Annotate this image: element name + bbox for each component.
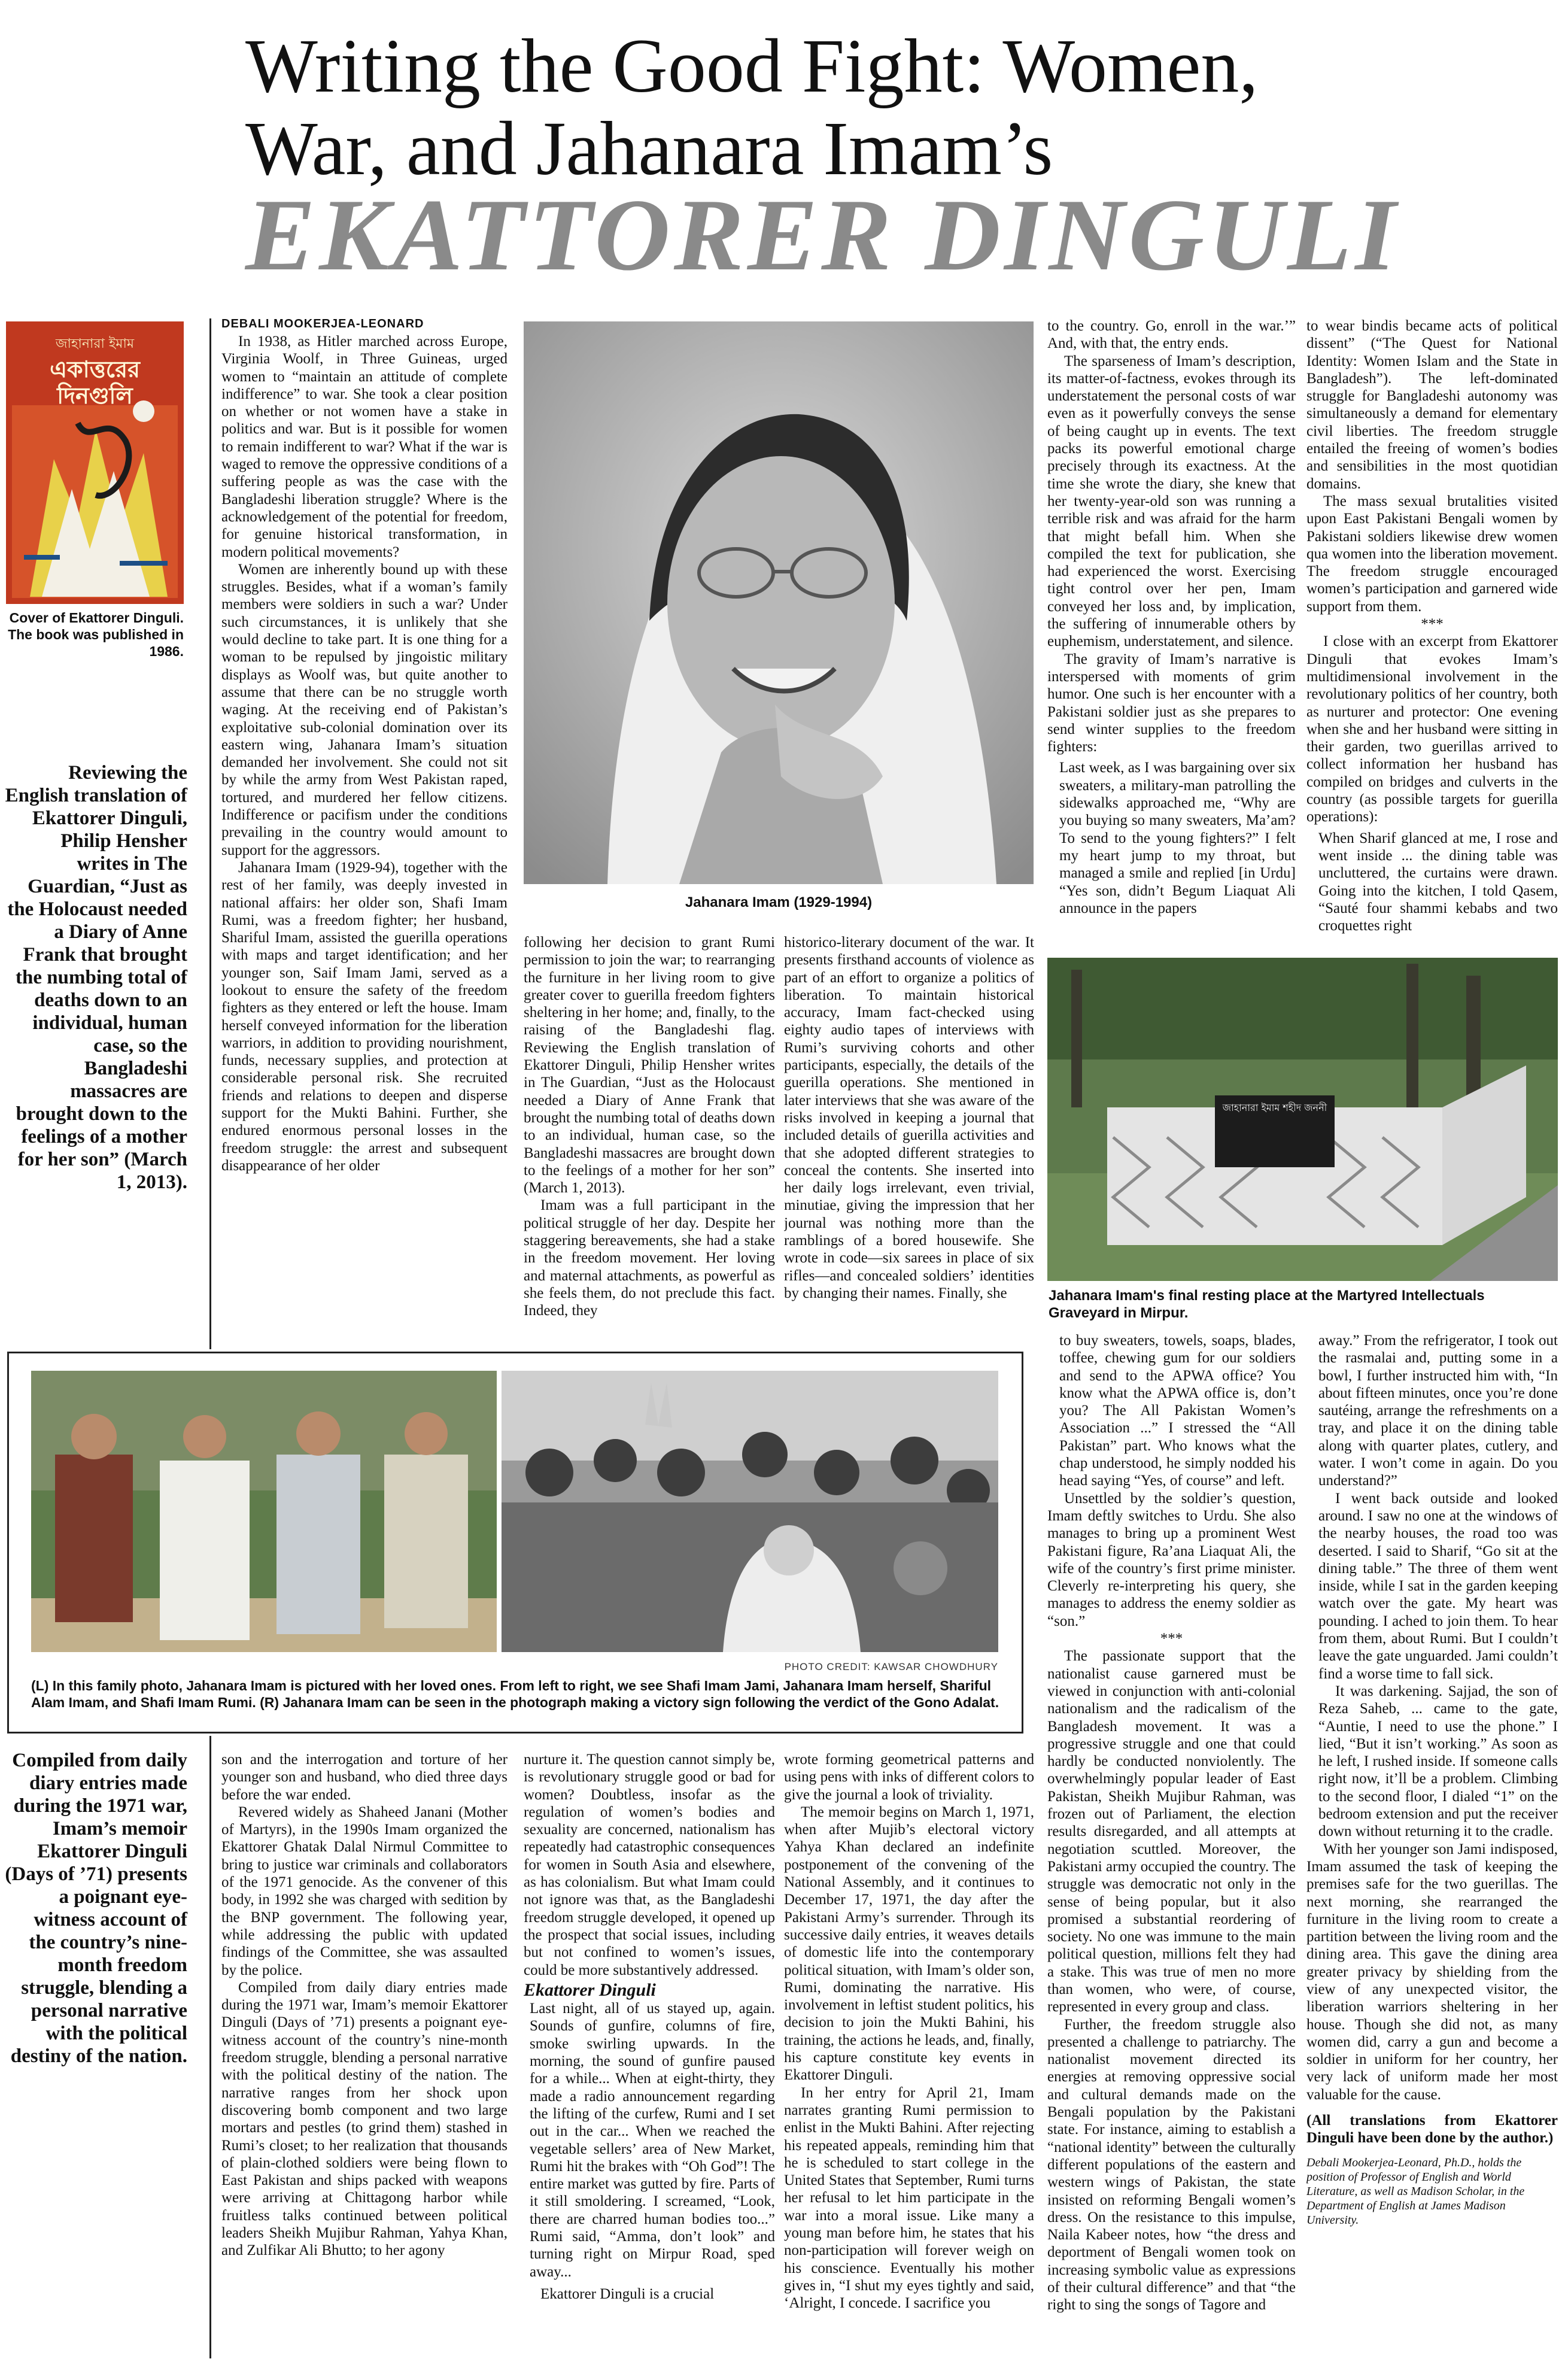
c1-p2: Women are inherently bound up with these struggles. Besides, what if a woman’s family members were soldiers in such a war? Under such circumstances, it is unlikely that she would decline to take part. It is one thing for a woman to be repulsed by jingoistic military displays as Woolf was, but quite another to assume that there can be no struggle worth waging. At the receiving end of Pakistan’s exploitative sub-colonial domination over its eastern wing, Jahanara Imam’s situation demanded her involvement. She could not sit by while the army from West Pakistan raped, tortured, and murdered her fellow citizens. Indifference or pacifism under the conditions prevailing in the country would amount to support for the aggressors.: [221, 561, 508, 858]
c5-p1: to wear bindis became acts of political dissent” (“The Quest for National Identity: Women Islam and the State in Bangladesh”). The left-dominated struggle for Bangladeshi autonomy was simultaneously a demand for elementary civil liberties. The freedom struggle entailed the freeing of women’s bodies and sensibilities in the most quotidian domains.: [1306, 318, 1558, 492]
byline: DEBALI MOOKERJEA-LEONARD: [221, 317, 424, 330]
headline-line-3: EKATTORER DINGULI: [245, 178, 1400, 292]
c5-p3: I close with an excerpt from Ekattorer Dinguli that evokes Imam’s multidimensional involvement in the revolutionary politics of her country, both as nurturer and protector: One evening when she and her husband were sitting in their garden, two guerillas arrived to collect information her husband has compiled on bridges and culverts in the country (as possible targets for guerilla operations):: [1306, 633, 1558, 825]
c2b-p1: nurture it. The question cannot simply be, is revolutionary struggle good or bad for women? Doubtless, insofar as the regulation of women’s bodies and sexuality are concerned, nationalism has repeatedly had catastrophic consequences for women in South Asia and elsewhere, as has colonialism. But what Imam could not ignore was that, as the Bangladeshi freedom struggle developed, it opened up the prospect that social issues, including but not confined to women’s issues, could be more substantively addressed.: [524, 1751, 775, 1978]
c1b-p1: son and the interrogation and torture of her younger son and husband, who died three days before the war ended.: [221, 1751, 508, 1803]
sidebar-divider-bottom: [209, 1736, 211, 2358]
grave-sign: জাহানারা ইমাম শহীদ জননী: [1222, 1102, 1327, 1113]
column-4-top: [1047, 317, 1296, 946]
excerpt-subhead: Ekattorer Dinguli: [524, 1980, 656, 2000]
cover-caption: Cover of Ekattorer Dinguli. The book was published in 1986.: [8, 610, 184, 659]
family-photo: [31, 1371, 497, 1652]
column-4-bottom: [1047, 1332, 1296, 2358]
c2b-after: Ekattorer Dinguli is a crucial: [540, 2285, 715, 2302]
column-2-bottom: [524, 1751, 775, 2358]
pull-quote-1: Reviewing the English translation of Ekattorer Dinguli, Philip Hensher writes in The Guardian, “Just as the Holocaust needed a Diary of Anne Frank that brought the numbing total of deaths down to an individual, human case, so the Bangladeshi massacres are brought down to the feelings of a mother for her son” (March 1, 2013).: [5, 762, 187, 1193]
c4b-separator: ***: [1160, 1631, 1183, 1647]
c4-p1: to the country. Go, enroll in the war.’” And, with that, the entry ends.: [1047, 318, 1296, 352]
c4b-excerpt: to buy sweaters, towels, soaps, blades, toffee, chewing gum for our soldiers and send to the APWA office? You know what the APWA office is, don’t you? The All Pakistan Women’s Association ...” I stressed the “All Pakistan” part. Who knows what the chap understood, he simply nodded his head saying “Yes, of course” and left.: [1059, 1332, 1296, 1489]
headline-line-1: Writing the Good Fight: Women,: [245, 23, 1259, 108]
column-3-bottom: [784, 1751, 1034, 2358]
c3b-p3: In her entry for April 21, Imam narrates granting Rumi permission to enlist in the Mukti Bahini. After rejecting his repeated appeals, reminding him that he is scheduled to start college in the United States that September, Rumi turns her refusal to let him participate in the war into a moral issue. Like many a young man before him, he states that his non-participation will forever weigh on his conscience. Eventually his mother gives in, “I shut my eyes tightly and said, ‘Alright, I concede. I sacrifice you: [784, 2084, 1034, 2312]
grave-caption: Jahanara Imam's final resting place at the Martyred Intellectuals Graveyard in Mirpur.: [1049, 1288, 1485, 1321]
c4-excerpt: Last week, as I was bargaining over six sweaters, a military-man patrolling the sidewalks approached me, “Why are you buying so many sweaters, Ma’am? To send to the young fighters?” I felt my heart jump to my throat, but managed a smile and replied [in Urdu] “Yes son, didn’t Begum Liaquat Ali announce in the papers: [1059, 760, 1296, 916]
c4b-p2: The passionate support that the nationalist cause garnered must be viewed in conjunction with anti-colonial nationalism and the radicalism of the Bangladesh movement. It was a progressive struggle and one that could hardly be conducted nonviolently. The overwhelmingly popular leader of East Pakistan, Sheikh Mujibur Rahman, was frozen out of Parliament, the election results disregarded, and all attempts at negotiation scuttled. Moreover, the Pakistani army occupied the country. The struggle was democratic not only in the sense of being popular, but it also promised a substantial reordering of society. No one was immune to the main political question, millions felt they had a stake. This was true of men no more than women, who were, of course, represented in every group and class.: [1047, 1648, 1296, 2015]
pull-quote-2: Compiled from daily diary entries made during the 1971 war, Imam’s memoir Ekattorer Dinguli (Days of ’71) presents a poignant eye-witness account of the country’s nine-month freedom struggle, blending a personal narrative with the political destiny of the nation.: [5, 1750, 187, 2067]
c5-p2: The mass sexual brutalities visited upon East Pakistani Bengali women by Pakistani soldiers likewise drew women qua women into the liberation movement. The freedom struggle encouraged women’s participation and garnered wide support from them.: [1306, 493, 1558, 615]
column-1-bottom: [221, 1751, 508, 2358]
book-cover-title: একাত্তরের দিনগুলি: [50, 356, 140, 409]
victory-photo: [502, 1371, 998, 1652]
c1-p1: In 1938, as Hitler marched across Europe, Virginia Woolf, in Three Guineas, urged women to “maintain an attitude of complete indifference” to war. She took a clear position on whether or not women have a stake in politics and war. But is it possible for women to remain indifferent to war? What if the war is waged to remove the oppressive conditions of a suffering people as was the case with the Bangladeshi liberation struggle? Where is the acknowledgement of the potential for freedom, for genuine historical transformation, in modern political movements?: [221, 333, 508, 560]
portrait-photo: [524, 321, 1034, 884]
author-bio: Debali Mookerjea-Leonard, Ph.D., holds the position of Professor of English and World Literature, as well as Madison Scholar, in the Department of English at James Madison University.: [1306, 2155, 1525, 2227]
column-1-top: [221, 333, 508, 1340]
c3-p1: historico-literary document of the war. It presents firsthand accounts of violence as part of an effort to organize a politics of liberation. To maintain historical accuracy, Imam fact-checked using eighty audio tapes of interviews with Rumi’s surviving cohorts and other participants, especially, the details of the guerilla operations. She mentioned in later interviews that she was aware of the risks involved in keeping a journal that included details of guerilla activities and that she adopted different strategies to conceal the contents. She inserted into her daily logs irrelevant, even trivial, minutiae, giving the impression that her journal was nothing more than the ramblings of a bored housewife. She wrote in code—six sarees in place of six rifles—and concealed soldiers’ identities by changing their names. Finally, she: [784, 934, 1034, 1301]
book-cover-image: [6, 321, 184, 604]
c4b-p1: Unsettled by the soldier’s question, Imam deftly switches to Urdu. She also manages to bring up a prominent West Pakistani figure, Ra’ana Liaquat Ali, the wife of the country’s first prime minister. Cleverly re-interpreting his query, she manages to address the enemy soldier as “son.”: [1047, 1490, 1296, 1629]
translation-note: (All translations from Ekattorer Dinguli have been done by the author.): [1306, 2112, 1558, 2147]
column-5-bottom: [1306, 1332, 1558, 2358]
column-5-top: [1306, 317, 1558, 946]
family-caption: (L) In this family photo, Jahanara Imam is pictured with her loved ones. From left to right, we see Shafi Imam Jami, Jahanara Imam herself, Shariful Alam Imam, and Shafi Imam Rumi. (R) Jahanara Imam can be seen in the photograph making a victory sign following the verdict of the Gono Adalat.: [31, 1678, 999, 1710]
c4-p3: The gravity of Imam’s narrative is interspersed with moments of grim humor. One such is her encounter with a Pakistani soldier just as she prepares to send winter supplies to the freedom fighters:: [1047, 651, 1296, 755]
c2-p2: Imam was a full participant in the political struggle of her day. Despite her staggering bereavements, she had a stake in the freedom movement. Her loving and maternal attachments, as powerful as she feels them, do not preclude this fact. Indeed, they: [524, 1197, 775, 1319]
c4-p2: The sparseness of Imam’s description, its matter-of-factness, evokes through its understatement the personal costs of war even as it powerfully conveys the sense of being caught up in events. The text packs its powerful emotional charge precisely through its exactness. At the time she wrote the diary, she knew that her twenty-year-old son was running a terrible risk and was afraid for the harm that might befall him. When she compiled the text for publication, she had experienced the worst. Exercising tight control over her pen, Imam conveyed her loss and, by implication, the suffering of innumerable others by euphemism, understatement, and silence.: [1047, 353, 1296, 650]
c5b-excerpt-1: away.” From the refrigerator, I took out the rasmalai and, putting some in a bowl, I further instructed him with, “In about fifteen minutes, once you’re done sautéing, arrange the refreshments on a tray, and place it on the dining table along with quarter plates, cutlery, and water. I won’t come in again. Do you understand?”: [1318, 1332, 1558, 1489]
column-2-top: [524, 934, 775, 1340]
book-cover-author: জাহানারা ইমাম: [55, 336, 135, 351]
sidebar-divider-top: [209, 318, 211, 1349]
photo-credit: PHOTO CREDIT: KAWSAR CHOWDHURY: [784, 1661, 998, 1672]
grave-photo: [1047, 958, 1558, 1281]
portrait-caption: Jahanara Imam (1929-1994): [685, 894, 873, 910]
c5-excerpt: When Sharif glanced at me, I rose and went inside ... the dining table was uncluttered, the curtains were drawn. Going into the kitchen, I told Qasem, “Sauté four shammi kebabs and two croquettes right: [1318, 830, 1558, 934]
c5-separator: ***: [1421, 616, 1444, 633]
c5b-excerpt-2: I went back outside and looked around. I saw no one at the windows of the nearby houses, the road too was deserted. I said to Sharif, “Go sit at the dining table.” The three of them went inside, while I sat in the garden keeping watch over the gate. My heart was pounding. I ached to join them. To hear from them, about Rumi. But I couldn’t leave the gate unguarded. Jami couldn’t find a worse time to fall sick.: [1318, 1490, 1558, 1682]
c2b-excerpt: Last night, all of us stayed up, again. Sounds of gunfire, columns of fire, smoke swirling upwards. In the morning, the sound of gunfire paused for a while... When at eight-thirty, they made a radio announcement regarding the lifting of the curfew, Rumi and I set out in the car... When we reached the vegetable sellers’ area of New Market, Rumi hit the brakes with “Oh God”! The entire market was gutted by fire. Parts of it still smoldering. I screamed, “Look, there are charred human bodies too...” Rumi said, “Amma, don’t look” and turning right on Mirpur Road, sped away...: [530, 2000, 775, 2280]
c1-p3: Jahanara Imam (1929-94), together with the rest of her family, was deeply invested in national affairs: her older son, Shafi Imam Rumi, was a freedom fighter; her husband, Shariful Imam, assisted the guerilla operations with maps and target identification; and her younger son, Saif Imam Jami, served as a lookout to ensure the safety of the freedom fighters as they entered or left the house. Imam herself conveyed information for the liberation warriors, in addition to providing nourishment, funds, necessary supplies, and protection at considerable personal risk. She recruited friends and relations to deepen and disperse support for the Mukti Bahini. Further, she endured enormous personal losses in the freedom struggle: the arrest and subsequent disappearance of her older: [221, 859, 508, 1174]
c1b-p2: Revered widely as Shaheed Janani (Mother of Martyrs), in the 1990s Imam organized the Ekattorer Ghatak Dalal Nirmul Committee to bring to justice war criminals and collaborators of the 1971 genocide. As the convener of this body, in 1992 she was charged with sedition by the BNP government. The following year, while addressing the public with updated findings of the Committee, she was assaulted by the police.: [221, 1804, 508, 1978]
c3b-p1: wrote forming geometrical patterns and using pens with inks of different colors to give the journal a look of triviality.: [784, 1751, 1034, 1803]
c2-p1: following her decision to grant Rumi permission to join the war; to rearranging the furniture in her living room to give greater cover to guerilla freedom fighters sheltering in her home; and, finally, to the raising of the Bangladeshi flag. Reviewing the English translation of Ekattorer Dinguli, Philip Hensher writes in The Guardian, “Just as the Holocaust needed a Diary of Anne Frank that brought the numbing total of deaths down to an individual, human case, so the Bangladeshi massacres are brought down to the feelings of a mother for her son” (March 1, 2013).: [524, 934, 775, 1197]
c4b-p3: Further, the freedom struggle also presented a challenge to patriarchy. The nationalist movement directed its energies at removing oppressive social and cultural demands made on the Bengali population by the Pakistani state. For instance, aiming to establish a “national identity” between the culturally different populations of the eastern and western wings of Pakistan, the state insisted on reforming Bengali women’s dress. On the resistance to this impulse, Naila Kabeer notes, how “the dress and deportment of Bengali women took on increasing symbolic value as expressions of their cultural difference” and that “the right to sing the songs of Tagore and: [1047, 2016, 1296, 2314]
c3b-p2: The memoir begins on March 1, 1971, when after Mujib’s electoral victory Yahya Khan declared an indefinite postponement of the convening of the National Assembly, and it continues to December 17, 1971, the day after the Pakistani Army’s surrender. Through its successive daily entries, it weaves details of domestic life into the contemporary political situation, with Imam’s older son, Rumi, dominating the narrative. His involvement in leftist student politics, his decision to join the Mukti Bahini, his training, the actions he leads, and, finally, his capture constitute key events in Ekattorer Dinguli.: [784, 1804, 1034, 2084]
c5b-p1: With her younger son Jami indisposed, Imam assumed the task of keeping the premises safe for the two guerillas. The next morning, she rearranged the furniture in the living room to create a partition between the living room and the dining area. This gave the dining area greater privacy by shielding from the view of any unexpected visitor, the liberation warriors sheltering in her house. Though she did not, as many women did, carry a gun and become a soldier in uniform for her country, her very lack of uniform made her most valuable for the cause.: [1306, 1841, 1558, 2103]
c1b-p3: Compiled from daily diary entries made during the 1971 war, Imam’s memoir Ekattorer Dinguli (Days of ’71) presents a poignant eye-witness account of the country’s nine-month freedom struggle, blending a personal narrative with the political destiny of the nation. The narrative ranges from her shock upon discovering bomb component and two large mortars and pestles (to grind them) stashed in Rumi’s closet; to her realization that thousands of plain-clothed soldiers were being flown to East Pakistan and ships packed with weapons were arriving at Chittagong harbor while fruitless talks continued between political leaders Sheikh Mujibur Rahman, Yahya Khan, and Zulfikar Ali Bhutto; to her agony: [221, 1979, 508, 2259]
headline-line-2: War, and Jahanara Imam’s: [245, 106, 1053, 191]
column-3-top: [784, 934, 1034, 1340]
c5b-excerpt-3: It was darkening. Sajjad, the son of Reza Saheb, ... came to the gate, “Auntie, I need to use the phone.” I lied, “But it isn’t working.” As soon as he left, I rushed inside. If someone calls right now, it’ll be a problem. Climbing to the second floor, I dialed “1” on the bedroom extension and put the receiver down without returning it to the cradle.: [1318, 1683, 1558, 1840]
